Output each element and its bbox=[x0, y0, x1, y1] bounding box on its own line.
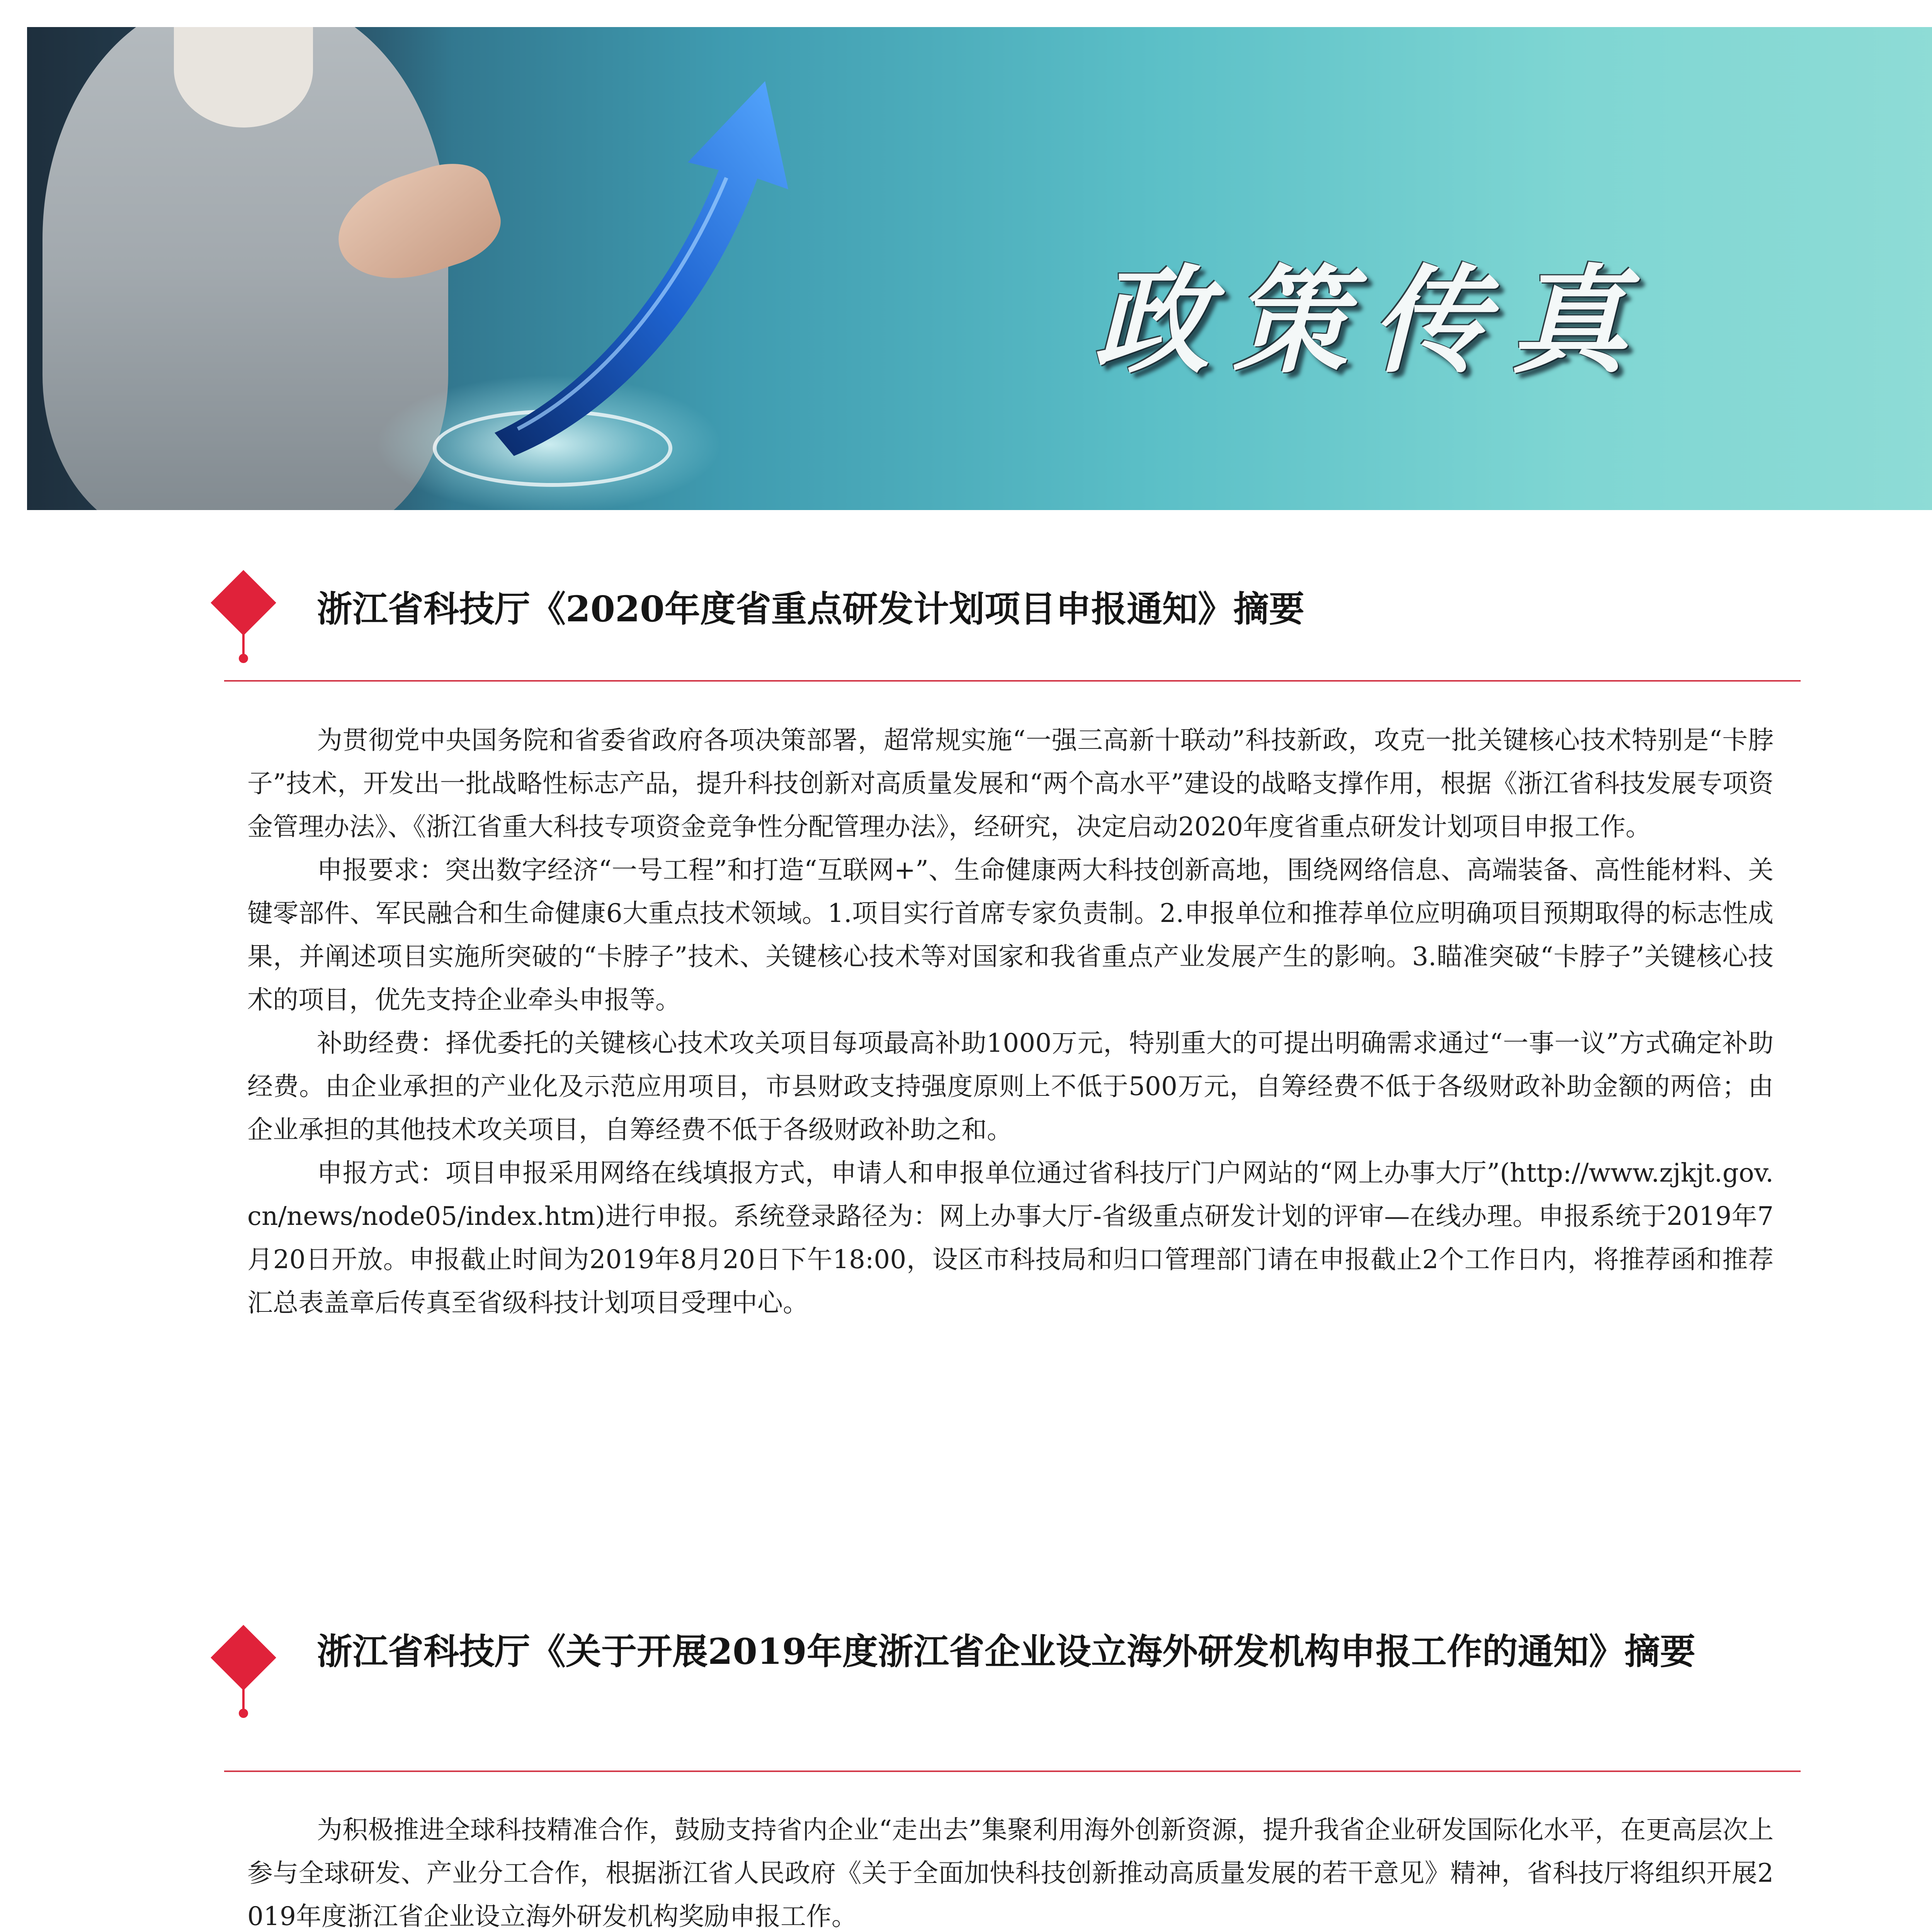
rising-arrow-icon bbox=[471, 73, 819, 460]
section-1-paragraph: 补助经费：择优委托的关键核心技术攻关项目每项最高补助1000万元，特别重大的可提出明确需求通过“一事一议”方式确定补助经费。由企业承担的产业化及示范应用项目，市县财政支持强度原则上不低于500万元，自筹经费不低于各级财政补助金额的两倍；由企业承担的其他技术攻关项目，自筹经费不低于各级财政补助之和。 bbox=[247, 1028, 1774, 1145]
section-1-body bbox=[247, 719, 1774, 1325]
pin-stem bbox=[242, 1677, 245, 1712]
pin-stem bbox=[242, 622, 245, 657]
pin-dot bbox=[239, 654, 248, 663]
section-2-rule bbox=[224, 1770, 1801, 1772]
section-1-paragraph: 申报要求：突出数字经济“一号工程”和打造“互联网+”、生命健康两大科技创新高地，围绕网络信息、高端装备、高性能材料、关键零部件、军民融合和生命健康6大重点技术领域。1.项目实行首席专家负责制。2.申报单位和推荐单位应明确项目预期取得的标志性成果，并阐述项目实施所突破的“卡脖子”技术、关键核心技术等对国家和我省重点产业发展产生的影响。3.瞄准突破“卡脖子”关键核心技术的项目，优先支持企业牵头申报等。 bbox=[247, 855, 1774, 1015]
section-1-paragraph: 为贯彻党中央国务院和省委省政府各项决策部署，超常规实施“一强三高新十联动”科技新政，攻克一批关键核心技术特别是“卡脖子”技术，开发出一批战略性标志产品，提升科技创新对高质量发展和“两个高水平”建设的战略支撑作用，根据《浙江省科技发展专项资金管理办法》、《浙江省重大科技专项资金竞争性分配管理办法》，经研究，决定启动2020年度省重点研发计划项目申报工作。 bbox=[247, 725, 1774, 842]
pin-dot bbox=[239, 1709, 248, 1718]
section-1-paragraph: 申报方式：项目申报采用网络在线填报方式，申请人和申报单位通过省科技厅门户网站的“网上办事大厅”(http://www.zjkjt.gov.cn/news/node05/index.htm)进行申报。系统登录路径为：网上办事大厅-省级重点研发计划的评审—在线办理。申报系统于2019年7月20日开放。申报截止时间为2019年8月20日下午18:00，设区市科技局和归口管理部门请在申报截止2个工作日内，将推荐函和推荐汇总表盖章后传真至省级科技计划项目受理中心。 bbox=[247, 1158, 1774, 1318]
section-1-heading bbox=[224, 564, 1801, 680]
section-2-heading bbox=[224, 1600, 1801, 1770]
section-1-rule bbox=[224, 680, 1801, 682]
section-2-body bbox=[247, 1808, 1774, 1932]
banner-title: 政策传真 bbox=[1094, 252, 1650, 389]
header-banner bbox=[27, 27, 1932, 510]
section-2-paragraph: 为积极推进全球科技精准合作，鼓励支持省内企业“走出去”集聚利用海外创新资源，提升我省企业研发国际化水平，在更高层次上参与全球研发、产业分工合作，根据浙江省人民政府《关于全面加快科技创新推动高质量发展的若干意见》精神，省科技厅将组织开展2019年度浙江省企业设立海外研发机构奖励申报工作。 bbox=[247, 1815, 1774, 1931]
section-2-title: 浙江省科技厅《关于开展2019年度浙江省企业设立海外研发机构申报工作的通知》摘要 bbox=[317, 1631, 1696, 1672]
section-1-title: 浙江省科技厅《2020年度省重点研发计划项目申报通知》摘要 bbox=[317, 588, 1305, 630]
